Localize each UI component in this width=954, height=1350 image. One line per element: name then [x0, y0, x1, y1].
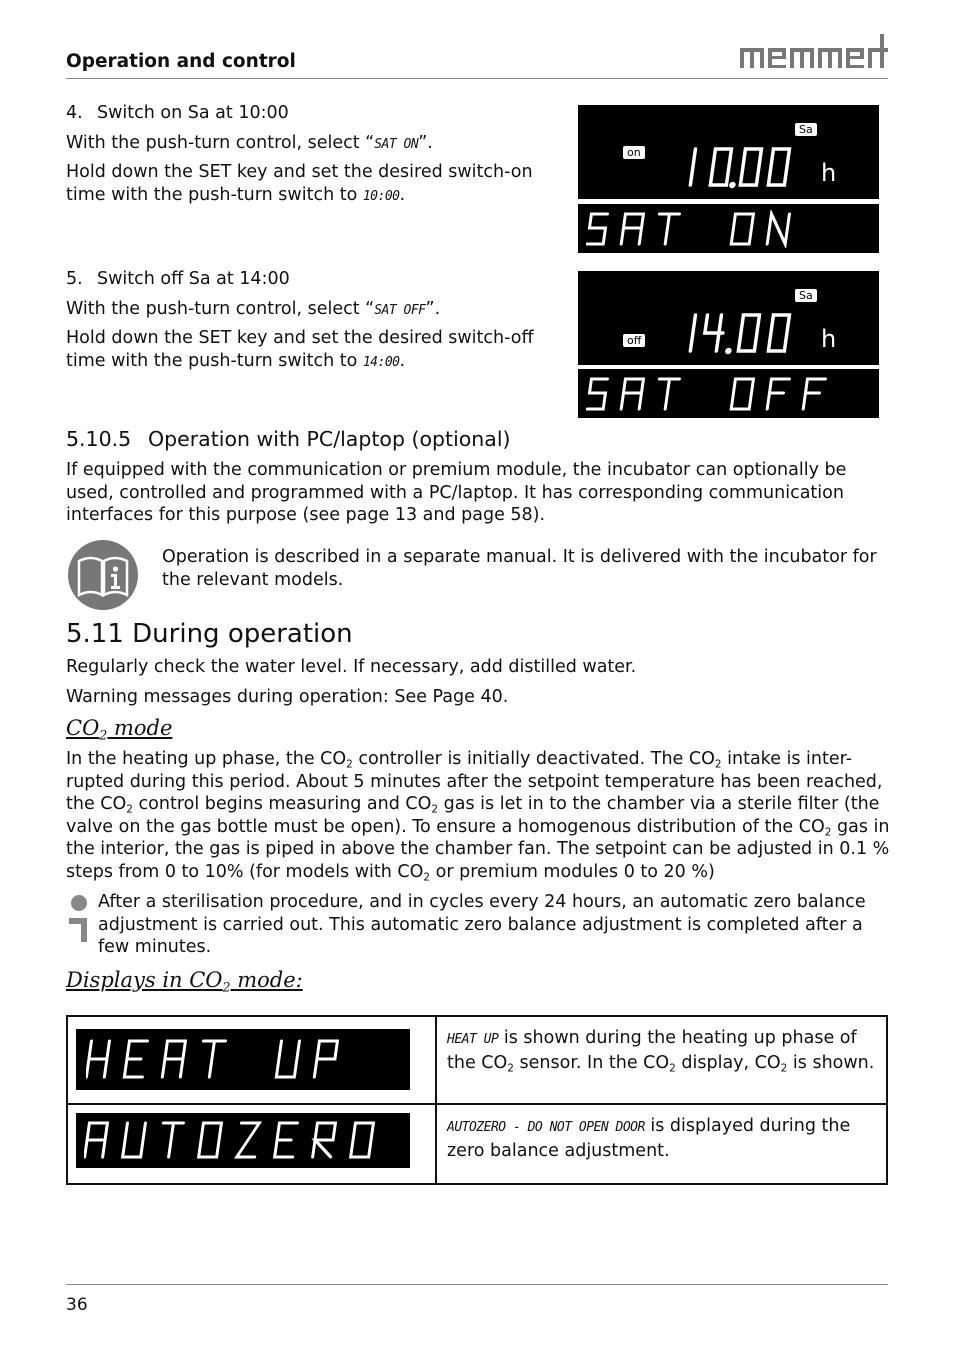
displays-heading [66, 968, 303, 995]
step5-text-display [578, 369, 879, 418]
step5-line1-end: ”. [425, 299, 441, 319]
subscript: 2 [669, 1062, 676, 1075]
memmert-logo [738, 32, 890, 72]
manual-info-icon [67, 539, 139, 611]
table-row [67, 1104, 887, 1184]
step5-line2-code: 14:00 [362, 354, 400, 370]
subscript: 2 [126, 803, 133, 816]
step4-line1 [66, 132, 546, 157]
step5-line2 [66, 327, 546, 374]
desc-cell [436, 1104, 887, 1184]
subscript: 2 [423, 871, 431, 884]
section-header: Operation and control [66, 51, 296, 72]
display-code: HEAT UP [447, 1032, 499, 1047]
text-run: intake is inter-rupted during this period. About 5 minutes after the setpoint temperature has been reached, the CO [66, 749, 883, 814]
footer-rule [66, 1284, 888, 1285]
water-level-text: Regularly check the water level. If necessary, add distilled water. [66, 657, 637, 677]
lcd-text-autozero [84, 1119, 404, 1163]
step4-line1-code: SAT ON [374, 137, 419, 152]
desc-cell [436, 1016, 887, 1104]
step5-time-display [578, 271, 879, 365]
step4-line2-text: Hold down the SET key and set the desired switch-on time with the push-turn switch to [66, 162, 533, 205]
info-icon [67, 894, 91, 944]
step4-line1-end: ”. [418, 133, 433, 153]
text-run: or premium modules 0 to 20 %) [430, 861, 715, 882]
step5-line2-end: . [399, 350, 406, 371]
page-number: 36 [66, 1295, 88, 1315]
subscript: 2 [99, 727, 108, 743]
section-5-10-5-title: 5.10.5 Operation with PC/laptop (optional) [66, 427, 511, 451]
time-digits-1400 [682, 311, 802, 357]
heading-text: CO [66, 716, 100, 740]
state-badge: off [623, 334, 645, 347]
text-run: gas is let in to the chamber via a sterile filter (the valve on the gas bottle must be open). To ensure a homogenous distribution of the CO [66, 794, 880, 837]
lcd-text-sat-off [586, 375, 846, 413]
step5-line1-text: With the push-turn control, select “ [66, 299, 375, 319]
subscript: 2 [780, 1062, 788, 1075]
lcd-text-heat-up [86, 1037, 356, 1083]
time-digits-1000 [682, 145, 802, 191]
displays-table [66, 1015, 888, 1185]
step4-title: 4. Switch on Sa at 10:00 [66, 103, 289, 123]
heading-text: mode: [230, 968, 303, 992]
heading-text: Displays in CO [66, 968, 223, 992]
step5-title: 5. Switch off Sa at 14:00 [66, 269, 290, 289]
text-run: control begins measuring and CO [132, 794, 432, 814]
text-run: In the heating up phase, the CO [66, 749, 347, 769]
subscript: 2 [222, 979, 231, 995]
subscript: 2 [824, 826, 832, 839]
autozero-display [76, 1113, 410, 1168]
warning-messages-text: Warning messages during operation: See Page 40. [66, 687, 509, 707]
subscript: 2 [507, 1062, 514, 1075]
unit-label: h [821, 159, 837, 187]
day-badge: Sa [795, 289, 817, 302]
display-code: AUTOZERO - DO NOT OPEN DOOR [447, 1120, 645, 1135]
text-run: display, CO [675, 1052, 781, 1073]
section-5-11-title: 5.11 During operation [66, 619, 353, 649]
section-5-10-5-body: If equipped with the communication or premium module, the incubator can optionally be used, controlled and programmed with a PC/laptop. It has corresponding communication interfaces for this purpose (see page 13 and page 58). [66, 460, 847, 525]
text-run: gas in the interior, the gas is piped in above the chamber fan. The setpoint can be adjusted in 0.1 % steps from 0 to 10% (for models with CO [66, 816, 890, 882]
heading-text: mode [107, 716, 173, 740]
heat-up-description [447, 1027, 878, 1074]
table-row [67, 1016, 887, 1104]
subscript: 2 [714, 758, 722, 771]
step4-time-display [578, 105, 879, 199]
state-badge: on [623, 146, 645, 159]
step4-line1-text: With the push-turn control, select “ [66, 133, 375, 153]
lcd-cell [67, 1104, 436, 1184]
text-run: controller is initially deactivated. The CO [352, 749, 715, 769]
day-badge: Sa [795, 123, 817, 136]
unit-label: h [821, 325, 837, 353]
subscript: 2 [346, 758, 353, 771]
step4-line2 [66, 161, 546, 208]
co2-mode-heading [66, 716, 173, 743]
step5-line1 [66, 298, 546, 323]
step5-line2-text: Hold down the SET key and set the desired switch-off time with the push-turn switch to [66, 328, 534, 371]
autozero-description [447, 1115, 878, 1162]
subscript: 2 [431, 803, 439, 816]
lcd-text-sat-on [586, 210, 806, 248]
zero-balance-note: After a sterilisation procedure, and in cycles every 24 hours, an automatic zero balance adjustment is carried out. This automatic zero balance adjustment is completed after a few minutes. [98, 892, 866, 957]
step4-text-display [578, 204, 879, 253]
manual-note: Operation is described in a separate manual. It is delivered with the incubator for the relevant models. [162, 547, 877, 590]
step5-line1-code: SAT OFF [374, 303, 426, 318]
lcd-cell [67, 1016, 436, 1104]
text-run: is displayed during the zero balance adjustment. [447, 1116, 851, 1161]
header-rule [66, 78, 888, 79]
text-run: is shown. [787, 1052, 875, 1073]
text-run: is shown during the heating up phase of the CO [447, 1028, 857, 1073]
text-run: sensor. In the CO [513, 1052, 670, 1073]
co2-mode-body [66, 748, 890, 883]
heat-up-display [76, 1029, 410, 1090]
step4-line2-end: . [399, 184, 406, 205]
step4-line2-code: 10:00 [362, 188, 400, 204]
